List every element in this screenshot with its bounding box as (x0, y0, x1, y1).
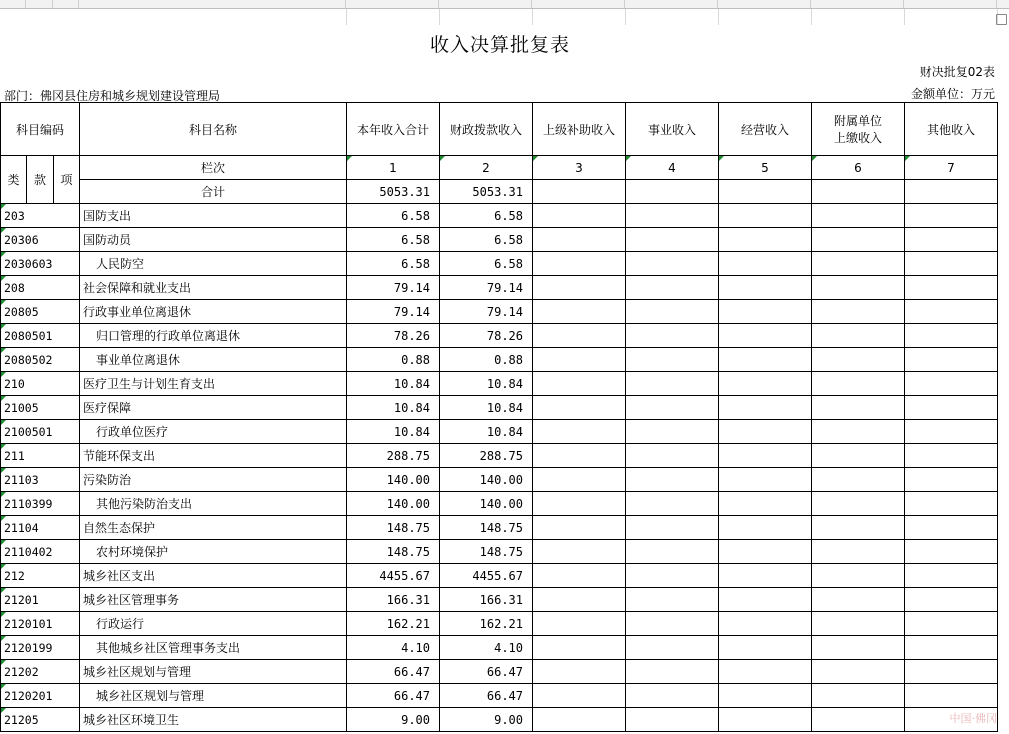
code-cell[interactable]: 20306 (1, 228, 80, 252)
c1-cell[interactable]: 162.21 (347, 612, 440, 636)
c7-cell[interactable] (905, 564, 998, 588)
c4-cell[interactable] (626, 444, 719, 468)
c7-cell[interactable] (905, 276, 998, 300)
c6-cell[interactable] (812, 324, 905, 348)
c5-cell[interactable] (719, 588, 812, 612)
code-cell[interactable]: 212 (1, 564, 80, 588)
name-cell[interactable]: 污染防治 (80, 468, 347, 492)
c6-cell[interactable] (812, 708, 905, 732)
c1-cell[interactable]: 10.84 (347, 420, 440, 444)
table-row (1, 540, 998, 564)
header-c4[interactable]: 事业收入 (626, 103, 719, 156)
code-cell[interactable]: 2110399 (1, 492, 80, 516)
c2-cell[interactable]: 6.58 (440, 204, 533, 228)
c2-cell[interactable]: 78.26 (440, 324, 533, 348)
c6-cell[interactable] (812, 228, 905, 252)
header-c6[interactable] (812, 103, 905, 156)
c7-cell[interactable] (905, 372, 998, 396)
c4-cell[interactable] (626, 276, 719, 300)
c7-cell[interactable] (905, 228, 998, 252)
code-cell[interactable]: 21205 (1, 708, 80, 732)
c2-cell[interactable]: 10.84 (440, 372, 533, 396)
col-num-6[interactable]: 6 (812, 156, 905, 180)
c7-cell[interactable] (905, 468, 998, 492)
c7-cell[interactable] (905, 324, 998, 348)
c2-cell[interactable]: 140.00 (440, 468, 533, 492)
table-row (1, 660, 998, 684)
code-cell[interactable]: 211 (1, 444, 80, 468)
c3-cell[interactable] (533, 348, 626, 372)
code-cell[interactable]: 2110402 (1, 540, 80, 564)
header-code[interactable]: 科目编码 (1, 103, 80, 156)
table-row (1, 588, 998, 612)
c2-cell[interactable]: 140.00 (440, 492, 533, 516)
name-cell[interactable]: 自然生态保护 (80, 516, 347, 540)
c3-cell[interactable] (533, 516, 626, 540)
c2-cell[interactable]: 6.58 (440, 228, 533, 252)
name-cell[interactable]: 行政运行 (80, 612, 347, 636)
c1-cell[interactable]: 78.26 (347, 324, 440, 348)
c2-cell[interactable]: 66.47 (440, 660, 533, 684)
c2-cell[interactable]: 288.75 (440, 444, 533, 468)
c4-cell[interactable] (626, 612, 719, 636)
total-c3[interactable] (533, 180, 626, 204)
table-row (1, 252, 998, 276)
c2-cell[interactable]: 79.14 (440, 276, 533, 300)
c5-cell[interactable] (719, 660, 812, 684)
code-cell[interactable]: 21104 (1, 516, 80, 540)
c4-cell[interactable] (626, 636, 719, 660)
c2-cell[interactable]: 162.21 (440, 612, 533, 636)
c5-cell[interactable] (719, 396, 812, 420)
name-cell[interactable]: 医疗卫生与计划生育支出 (80, 372, 347, 396)
code-cell[interactable]: 21005 (1, 396, 80, 420)
c4-cell[interactable] (626, 684, 719, 708)
c3-cell[interactable] (533, 492, 626, 516)
c7-cell[interactable] (905, 396, 998, 420)
header-c7[interactable]: 其他收入 (905, 103, 998, 156)
c1-cell[interactable]: 148.75 (347, 516, 440, 540)
name-cell[interactable]: 城乡社区支出 (80, 564, 347, 588)
code-cell[interactable]: 2120199 (1, 636, 80, 660)
c3-cell[interactable] (533, 540, 626, 564)
c6-cell[interactable] (812, 372, 905, 396)
c7-cell[interactable] (905, 300, 998, 324)
name-cell[interactable]: 节能环保支出 (80, 444, 347, 468)
amount-unit: 金额单位：万元 (910, 87, 995, 101)
c7-cell[interactable] (905, 684, 998, 708)
c5-cell[interactable] (719, 684, 812, 708)
code-cell[interactable]: 208 (1, 276, 80, 300)
name-cell[interactable]: 其他污染防治支出 (80, 492, 347, 516)
c3-cell[interactable] (533, 660, 626, 684)
c4-cell[interactable] (626, 468, 719, 492)
c6-cell[interactable] (812, 396, 905, 420)
col-num-3[interactable]: 3 (533, 156, 626, 180)
c3-cell[interactable] (533, 228, 626, 252)
header-c6-line1: 附属单位 (833, 114, 882, 128)
table-row (1, 420, 998, 444)
c5-cell[interactable] (719, 636, 812, 660)
c5-cell[interactable] (719, 516, 812, 540)
code-cell[interactable]: 2080502 (1, 348, 80, 372)
c5-cell[interactable] (719, 540, 812, 564)
code-cell[interactable]: 2120101 (1, 612, 80, 636)
total-c2[interactable]: 5053.31 (440, 180, 533, 204)
c5-cell[interactable] (719, 612, 812, 636)
total-c6[interactable] (812, 180, 905, 204)
c4-cell[interactable] (626, 372, 719, 396)
c4-cell[interactable] (626, 348, 719, 372)
lanci-label[interactable]: 栏次 (80, 156, 347, 180)
c6-cell[interactable] (812, 468, 905, 492)
name-cell[interactable]: 行政事业单位离退休 (80, 300, 347, 324)
c1-cell[interactable]: 10.84 (347, 372, 440, 396)
c7-cell[interactable] (905, 204, 998, 228)
department-label: 部门：佛冈县住房和城乡规划建设管理局 (4, 89, 221, 103)
total-label[interactable]: 合计 (80, 180, 347, 204)
table-row (1, 636, 998, 660)
c2-cell[interactable]: 166.31 (440, 588, 533, 612)
c1-cell[interactable]: 288.75 (347, 444, 440, 468)
c6-cell[interactable] (812, 492, 905, 516)
col-num-2[interactable]: 2 (440, 156, 533, 180)
c2-cell[interactable]: 66.47 (440, 684, 533, 708)
name-cell[interactable]: 社会保障和就业支出 (80, 276, 347, 300)
c1-cell[interactable]: 10.84 (347, 396, 440, 420)
c6-cell[interactable] (812, 588, 905, 612)
c6-cell[interactable] (812, 540, 905, 564)
table-row (1, 396, 998, 420)
c1-cell[interactable]: 79.14 (347, 300, 440, 324)
header-lei[interactable]: 类 (1, 156, 27, 204)
table-row (1, 444, 998, 468)
c3-cell[interactable] (533, 708, 626, 732)
c3-cell[interactable] (533, 396, 626, 420)
c5-cell[interactable] (719, 420, 812, 444)
name-cell[interactable]: 农村环境保护 (80, 540, 347, 564)
c5-cell[interactable] (719, 276, 812, 300)
c7-cell[interactable] (905, 420, 998, 444)
c7-cell[interactable] (905, 612, 998, 636)
c6-cell[interactable] (812, 252, 905, 276)
c4-cell[interactable] (626, 228, 719, 252)
col-num-7[interactable]: 7 (905, 156, 998, 180)
table-row (1, 228, 998, 252)
total-c7[interactable] (905, 180, 998, 204)
c4-cell[interactable] (626, 540, 719, 564)
c6-cell[interactable] (812, 348, 905, 372)
name-cell[interactable]: 人民防空 (80, 252, 347, 276)
table-row (1, 708, 998, 732)
table-row (1, 492, 998, 516)
c1-cell[interactable]: 6.58 (347, 228, 440, 252)
report-title: 收入决算批复表 (429, 34, 570, 56)
col-num-1[interactable]: 1 (347, 156, 440, 180)
header-c3[interactable]: 上级补助收入 (533, 103, 626, 156)
c2-cell[interactable]: 10.84 (440, 420, 533, 444)
col-num-4[interactable]: 4 (626, 156, 719, 180)
c1-cell[interactable]: 66.47 (347, 684, 440, 708)
c2-cell[interactable]: 148.75 (440, 540, 533, 564)
name-cell[interactable]: 归口管理的行政单位离退休 (80, 324, 347, 348)
c3-cell[interactable] (533, 684, 626, 708)
c3-cell[interactable] (533, 420, 626, 444)
table-row (1, 516, 998, 540)
c2-cell[interactable]: 4455.67 (440, 564, 533, 588)
c3-cell[interactable] (533, 636, 626, 660)
name-cell[interactable]: 事业单位离退休 (80, 348, 347, 372)
c4-cell[interactable] (626, 588, 719, 612)
c7-cell[interactable] (905, 252, 998, 276)
code-cell[interactable]: 2100501 (1, 420, 80, 444)
c2-cell[interactable]: 9.00 (440, 708, 533, 732)
table-row (1, 204, 998, 228)
c3-cell[interactable] (533, 564, 626, 588)
c1-cell[interactable]: 79.14 (347, 276, 440, 300)
c7-cell[interactable] (905, 516, 998, 540)
header-c5[interactable]: 经营收入 (719, 103, 812, 156)
c4-cell[interactable] (626, 204, 719, 228)
code-cell[interactable]: 21202 (1, 660, 80, 684)
c6-cell[interactable] (812, 276, 905, 300)
table-row (1, 348, 998, 372)
c3-cell[interactable] (533, 444, 626, 468)
c4-cell[interactable] (626, 564, 719, 588)
table-row (1, 276, 998, 300)
header-name[interactable]: 科目名称 (80, 103, 347, 156)
scroll-corner[interactable] (996, 14, 1007, 25)
c6-cell[interactable] (812, 612, 905, 636)
c2-cell[interactable]: 4.10 (440, 636, 533, 660)
c1-cell[interactable]: 6.58 (347, 204, 440, 228)
c2-cell[interactable]: 10.84 (440, 396, 533, 420)
c4-cell[interactable] (626, 420, 719, 444)
c5-cell[interactable] (719, 444, 812, 468)
table-row (1, 324, 998, 348)
header-kuan[interactable]: 款 (27, 156, 54, 204)
table-row (1, 468, 998, 492)
watermark: 中国·佛冈 (949, 712, 997, 725)
c4-cell[interactable] (626, 324, 719, 348)
c3-cell[interactable] (533, 612, 626, 636)
total-c1[interactable]: 5053.31 (347, 180, 440, 204)
name-cell[interactable]: 国防动员 (80, 228, 347, 252)
c6-cell[interactable] (812, 516, 905, 540)
header-xiang[interactable]: 项 (54, 156, 80, 204)
name-cell[interactable]: 国防支出 (80, 204, 347, 228)
c1-cell[interactable]: 6.58 (347, 252, 440, 276)
c2-cell[interactable]: 0.88 (440, 348, 533, 372)
code-cell[interactable]: 2030603 (1, 252, 80, 276)
c4-cell[interactable] (626, 516, 719, 540)
c3-cell[interactable] (533, 300, 626, 324)
c3-cell[interactable] (533, 204, 626, 228)
c6-cell[interactable] (812, 204, 905, 228)
c5-cell[interactable] (719, 204, 812, 228)
c1-cell[interactable]: 166.31 (347, 588, 440, 612)
code-cell[interactable]: 203 (1, 204, 80, 228)
name-cell[interactable]: 医疗保障 (80, 396, 347, 420)
name-cell[interactable]: 城乡社区规划与管理 (80, 660, 347, 684)
c6-cell[interactable] (812, 444, 905, 468)
c4-cell[interactable] (626, 252, 719, 276)
form-number: 财决批复02表 (919, 65, 995, 79)
c2-cell[interactable]: 79.14 (440, 300, 533, 324)
c2-cell[interactable]: 6.58 (440, 252, 533, 276)
c6-cell[interactable] (812, 420, 905, 444)
c5-cell[interactable] (719, 348, 812, 372)
table-row (1, 372, 998, 396)
code-cell[interactable]: 20805 (1, 300, 80, 324)
c1-cell[interactable]: 4.10 (347, 636, 440, 660)
c2-cell[interactable]: 148.75 (440, 516, 533, 540)
c5-cell[interactable] (719, 228, 812, 252)
c3-cell[interactable] (533, 276, 626, 300)
header-c6-line2: 上缴收入 (833, 131, 882, 145)
c5-cell[interactable] (719, 324, 812, 348)
c1-cell[interactable]: 66.47 (347, 660, 440, 684)
c5-cell[interactable] (719, 468, 812, 492)
header-c1[interactable]: 本年收入合计 (347, 103, 440, 156)
grid-lines (0, 9, 1009, 25)
c5-cell[interactable] (719, 708, 812, 732)
c4-cell[interactable] (626, 492, 719, 516)
name-cell[interactable]: 其他城乡社区管理事务支出 (80, 636, 347, 660)
c7-cell[interactable] (905, 540, 998, 564)
c4-cell[interactable] (626, 660, 719, 684)
c6-cell[interactable] (812, 660, 905, 684)
c5-cell[interactable] (719, 372, 812, 396)
table-row (1, 612, 998, 636)
code-cell[interactable]: 210 (1, 372, 80, 396)
c1-cell[interactable]: 0.88 (347, 348, 440, 372)
code-cell[interactable]: 21201 (1, 588, 80, 612)
col-num-5[interactable]: 5 (719, 156, 812, 180)
c3-cell[interactable] (533, 252, 626, 276)
column-header-bar (0, 0, 1009, 9)
c5-cell[interactable] (719, 300, 812, 324)
name-cell[interactable]: 行政单位医疗 (80, 420, 347, 444)
c4-cell[interactable] (626, 300, 719, 324)
code-cell[interactable]: 2120201 (1, 684, 80, 708)
c3-cell[interactable] (533, 372, 626, 396)
header-c2[interactable]: 财政拨款收入 (440, 103, 533, 156)
code-cell[interactable]: 21103 (1, 468, 80, 492)
name-cell[interactable]: 城乡社区管理事务 (80, 588, 347, 612)
c7-cell[interactable] (905, 636, 998, 660)
c3-cell[interactable] (533, 588, 626, 612)
c1-cell[interactable]: 9.00 (347, 708, 440, 732)
total-c5[interactable] (719, 180, 812, 204)
total-c4[interactable] (626, 180, 719, 204)
c4-cell[interactable] (626, 396, 719, 420)
c7-cell[interactable] (905, 348, 998, 372)
table-row (1, 684, 998, 708)
c7-cell[interactable] (905, 444, 998, 468)
c6-cell[interactable] (812, 636, 905, 660)
c5-cell[interactable] (719, 252, 812, 276)
table-row (1, 564, 998, 588)
c1-cell[interactable]: 148.75 (347, 540, 440, 564)
income-table (0, 102, 998, 732)
c5-cell[interactable] (719, 564, 812, 588)
table-row (1, 300, 998, 324)
c6-cell[interactable] (812, 300, 905, 324)
c1-cell[interactable]: 4455.67 (347, 564, 440, 588)
code-cell[interactable]: 2080501 (1, 324, 80, 348)
c4-cell[interactable] (626, 708, 719, 732)
name-cell[interactable]: 城乡社区规划与管理 (80, 684, 347, 708)
c1-cell[interactable]: 140.00 (347, 492, 440, 516)
c7-cell[interactable] (905, 492, 998, 516)
c6-cell[interactable] (812, 684, 905, 708)
name-cell[interactable]: 城乡社区环境卫生 (80, 708, 347, 732)
c3-cell[interactable] (533, 468, 626, 492)
c5-cell[interactable] (719, 492, 812, 516)
c6-cell[interactable] (812, 564, 905, 588)
c1-cell[interactable]: 140.00 (347, 468, 440, 492)
c7-cell[interactable] (905, 660, 998, 684)
c3-cell[interactable] (533, 324, 626, 348)
c7-cell[interactable] (905, 588, 998, 612)
